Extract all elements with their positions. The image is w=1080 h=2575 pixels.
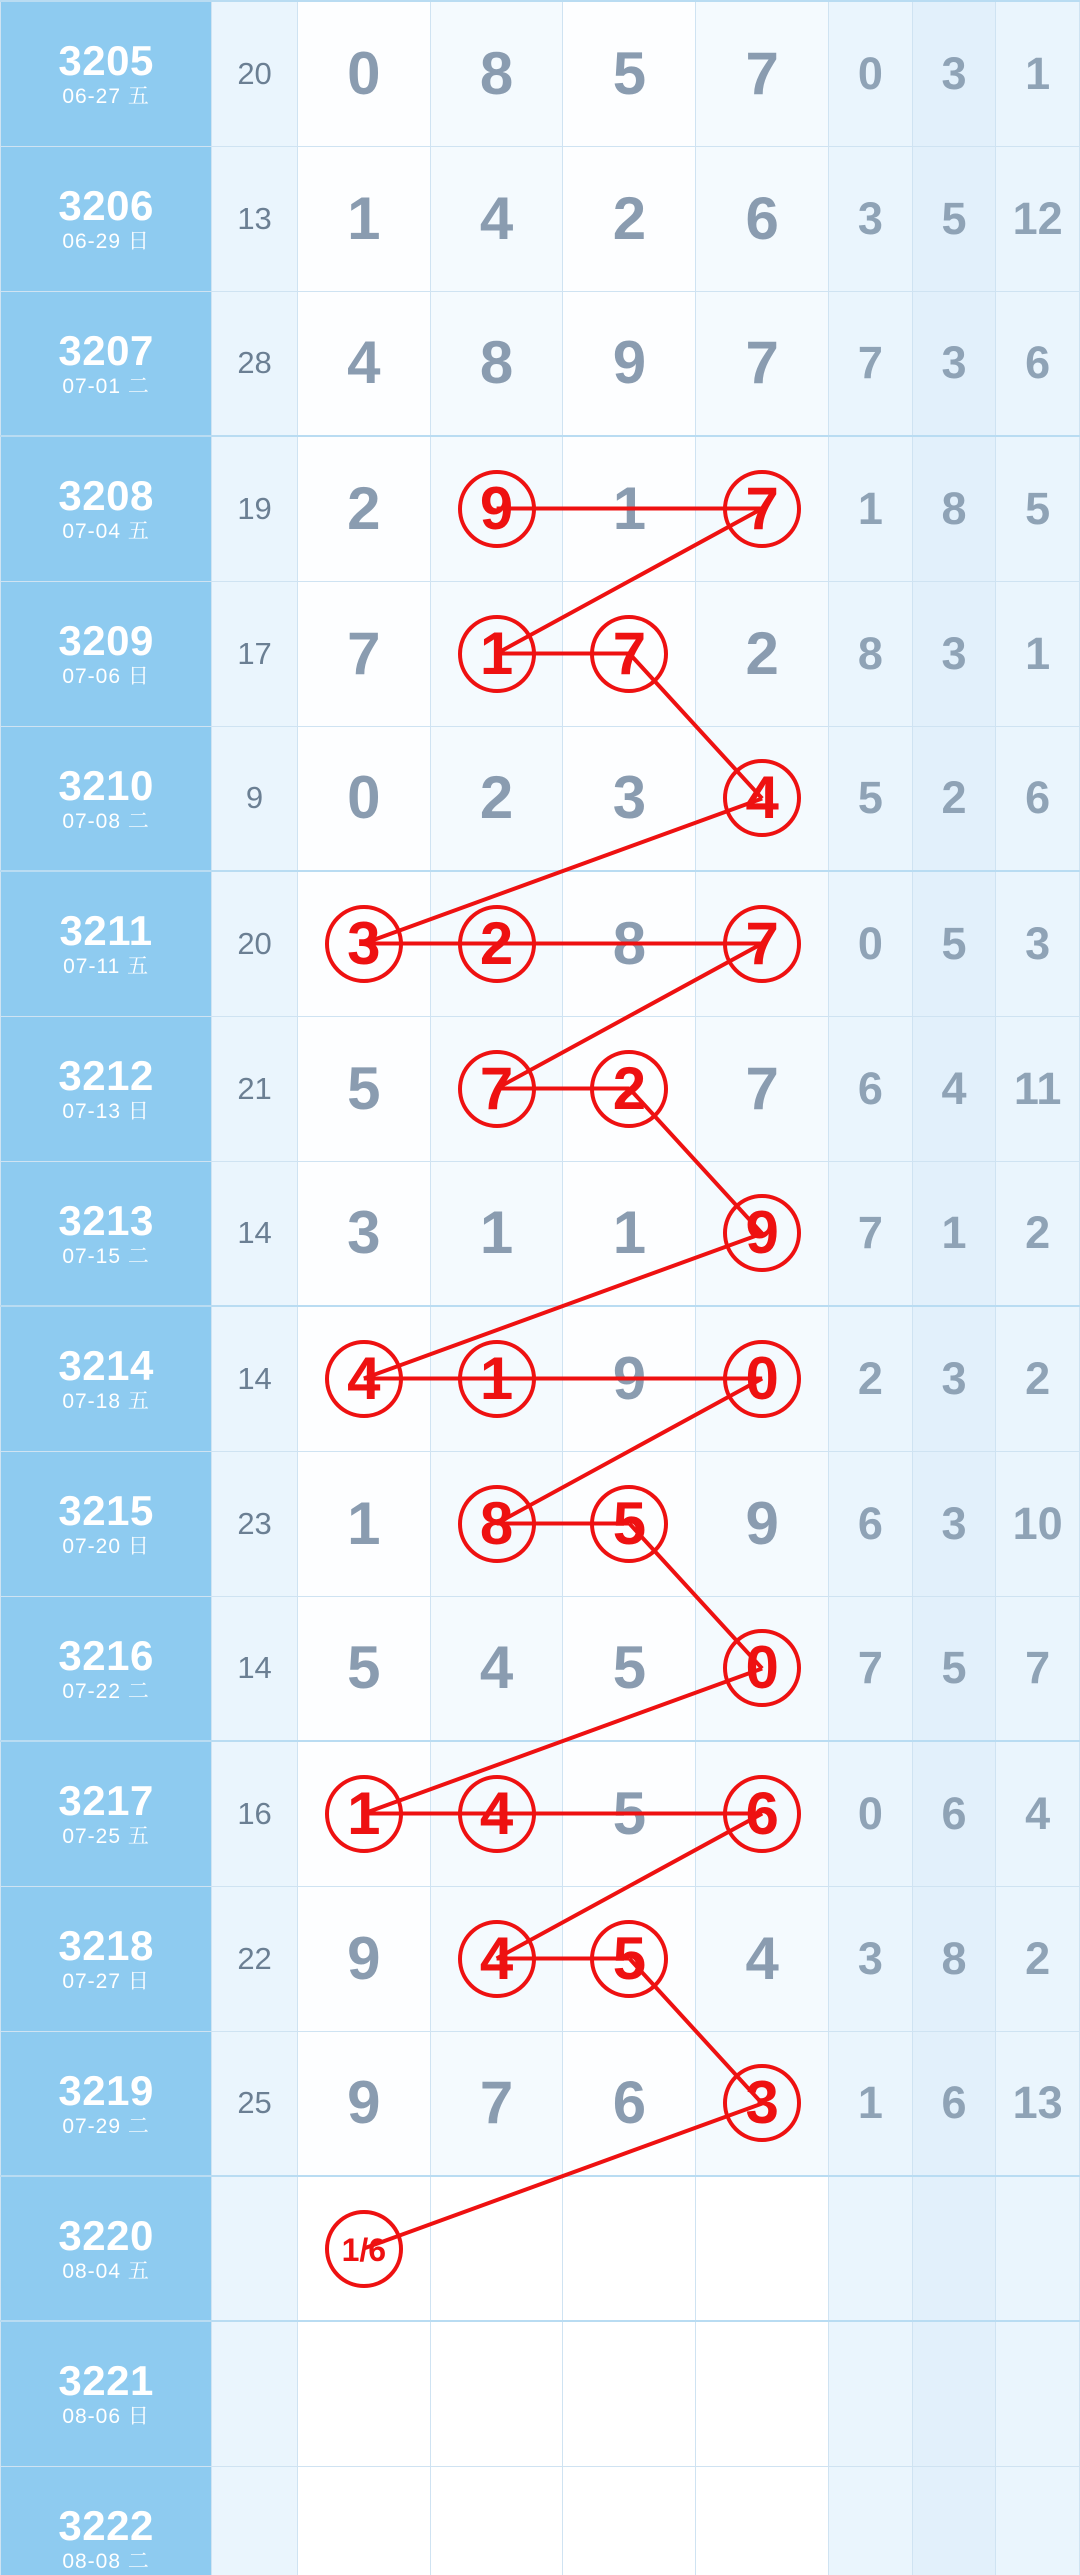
marked-digit: 7 xyxy=(723,905,801,983)
ball-cell[interactable] xyxy=(430,1016,563,1161)
stat-cell: 2 xyxy=(996,1161,1080,1306)
issue-cell[interactable] xyxy=(1,2031,212,2176)
issue-cell[interactable] xyxy=(1,1,212,146)
marked-digit: 7 xyxy=(590,615,668,693)
ball-cell[interactable] xyxy=(297,1,430,146)
ball-cell[interactable] xyxy=(297,871,430,1016)
digit: 5 xyxy=(612,39,647,107)
issue-date: 07-04 五 xyxy=(62,520,150,544)
ball-cell[interactable] xyxy=(563,2321,696,2466)
ball-cell[interactable] xyxy=(696,726,829,871)
stat-cell xyxy=(912,2176,996,2321)
stat-cell: 4 xyxy=(996,1741,1080,1886)
marked-digit: 7 xyxy=(458,1050,536,1128)
ball-cell[interactable] xyxy=(430,581,563,726)
issue-cell[interactable] xyxy=(1,1161,212,1306)
issue-number: 3222 xyxy=(58,2501,154,2549)
digit: 1 xyxy=(347,184,381,252)
issue-number: 3216 xyxy=(58,1631,154,1679)
ball-cell[interactable] xyxy=(696,2321,829,2466)
ball-cell[interactable] xyxy=(696,1741,829,1886)
digit: 5 xyxy=(612,1779,647,1847)
digit: 9 xyxy=(745,1489,779,1557)
digit: 5 xyxy=(612,1634,647,1702)
stat-cell: 3 xyxy=(912,1306,996,1451)
ball-cell[interactable] xyxy=(430,146,563,291)
ball-cell[interactable] xyxy=(563,1741,696,1886)
ball-cell[interactable] xyxy=(430,2176,563,2321)
marked-digit: 4 xyxy=(723,759,801,837)
stat-cell: 2 xyxy=(829,1306,913,1451)
ball-cell[interactable] xyxy=(430,1451,563,1596)
sum-cell: 20 xyxy=(212,871,298,1016)
marked-digit: 9 xyxy=(458,470,536,548)
issue-cell[interactable] xyxy=(1,1306,212,1451)
issue-date: 07-20 日 xyxy=(62,1535,150,1558)
stat-cell: 0 xyxy=(829,1,913,146)
issue-cell[interactable] xyxy=(1,146,212,291)
ball-cell[interactable] xyxy=(563,436,696,581)
stat-cell: 11 xyxy=(996,1016,1080,1161)
ball-cell[interactable] xyxy=(696,581,829,726)
table-row xyxy=(1,1886,1080,2031)
table-row xyxy=(1,2176,1080,2321)
ball-cell[interactable] xyxy=(297,1596,430,1741)
digit: 9 xyxy=(347,1924,381,1992)
issue-date: 07-15 二 xyxy=(62,1244,150,1268)
ball-cell[interactable] xyxy=(430,2466,563,2575)
ball-cell[interactable] xyxy=(696,1886,829,2031)
table-row xyxy=(1,2321,1080,2466)
issue-date: 07-13 日 xyxy=(62,1100,150,1123)
ball-cell[interactable] xyxy=(430,2031,563,2176)
digit: 7 xyxy=(479,2069,514,2137)
ball-cell[interactable] xyxy=(297,2466,430,2575)
table-row xyxy=(1,1596,1080,1741)
ball-cell[interactable] xyxy=(297,581,430,726)
digit: 3 xyxy=(347,1199,381,1267)
stat-cell: 6 xyxy=(912,2031,996,2176)
issue-cell[interactable] xyxy=(1,2466,212,2575)
ball-cell[interactable] xyxy=(297,1741,430,1886)
stat-cell: 8 xyxy=(829,581,913,726)
issue-number: 3220 xyxy=(58,2211,154,2259)
ball-cell[interactable] xyxy=(563,2031,696,2176)
table-row xyxy=(1,146,1080,291)
digit: 9 xyxy=(612,1344,647,1412)
stat-cell: 0 xyxy=(829,871,913,1016)
ball-cell[interactable] xyxy=(696,871,829,1016)
marked-digit: 2 xyxy=(458,905,536,983)
stat-cell: 8 xyxy=(912,436,996,581)
issue-cell[interactable] xyxy=(1,1596,212,1741)
issue-cell[interactable] xyxy=(1,581,212,726)
ball-cell[interactable] xyxy=(696,436,829,581)
sum-cell: 21 xyxy=(212,1016,298,1161)
sum-cell: 28 xyxy=(212,291,298,436)
stat-cell xyxy=(912,2321,996,2466)
table-row xyxy=(1,1161,1080,1306)
issue-cell[interactable] xyxy=(1,436,212,581)
issue-number: 3215 xyxy=(58,1486,154,1534)
ball-cell[interactable] xyxy=(696,1161,829,1306)
stat-cell: 6 xyxy=(912,1741,996,1886)
issue-date: 07-18 五 xyxy=(62,1390,150,1414)
table-row xyxy=(1,1451,1080,1596)
ball-cell[interactable] xyxy=(563,1886,696,2031)
sum-cell: 25 xyxy=(212,2031,298,2176)
digit: 1 xyxy=(612,474,647,542)
digit: 7 xyxy=(745,39,779,107)
stat-cell: 3 xyxy=(912,291,996,436)
issue-number: 3213 xyxy=(58,1196,154,1244)
stat-cell xyxy=(829,2466,913,2575)
digit: 6 xyxy=(612,2069,647,2137)
digit: 4 xyxy=(347,329,381,397)
issue-cell[interactable] xyxy=(1,726,212,871)
stat-cell: 3 xyxy=(912,581,996,726)
marked-digit: 3 xyxy=(723,2064,801,2142)
stat-cell: 6 xyxy=(829,1451,913,1596)
digit: 4 xyxy=(745,1924,779,1992)
stat-cell xyxy=(829,2176,913,2321)
ball-cell[interactable] xyxy=(297,436,430,581)
issue-number: 3219 xyxy=(58,2066,154,2114)
digit: 2 xyxy=(479,764,514,832)
issue-date: 07-11 五 xyxy=(63,955,150,979)
ball-cell[interactable] xyxy=(563,1306,696,1451)
stat-cell xyxy=(912,2466,996,2575)
marked-digit: 2 xyxy=(590,1050,668,1128)
stat-cell: 6 xyxy=(996,726,1080,871)
stat-cell: 5 xyxy=(996,436,1080,581)
ball-cell[interactable] xyxy=(297,1016,430,1161)
sum-cell: 20 xyxy=(212,1,298,146)
issue-number: 3217 xyxy=(58,1777,154,1825)
sum-cell: 14 xyxy=(212,1596,298,1741)
stat-cell: 3 xyxy=(829,146,913,291)
ball-cell[interactable] xyxy=(563,726,696,871)
ball-cell[interactable] xyxy=(297,291,430,436)
stat-cell: 7 xyxy=(829,291,913,436)
issue-number: 3210 xyxy=(58,761,154,809)
ball-cell[interactable] xyxy=(563,581,696,726)
marked-digit: 4 xyxy=(458,1775,536,1853)
issue-cell[interactable] xyxy=(1,1016,212,1161)
issue-date: 07-01 二 xyxy=(62,374,150,398)
stat-cell: 8 xyxy=(912,1886,996,2031)
stat-cell: 2 xyxy=(912,726,996,871)
ball-cell[interactable] xyxy=(563,1596,696,1741)
stat-cell: 10 xyxy=(996,1451,1080,1596)
sum-cell xyxy=(212,2466,298,2575)
stat-cell: 7 xyxy=(829,1161,913,1306)
table-row xyxy=(1,1306,1080,1451)
issue-cell[interactable] xyxy=(1,871,212,1016)
stat-cell: 1 xyxy=(829,436,913,581)
ball-cell[interactable] xyxy=(563,871,696,1016)
table-row xyxy=(1,1741,1080,1886)
digit: 4 xyxy=(479,184,514,252)
issue-cell[interactable] xyxy=(1,1886,212,2031)
issue-date: 07-22 二 xyxy=(62,1679,150,1703)
stat-cell xyxy=(829,2321,913,2466)
marked-digit: 7 xyxy=(723,470,801,548)
issue-date: 07-27 日 xyxy=(62,1970,150,1993)
stat-cell: 2 xyxy=(996,1886,1080,2031)
ball-cell[interactable] xyxy=(430,1741,563,1886)
digit: 9 xyxy=(612,329,647,397)
marked-digit: 0 xyxy=(723,1629,801,1707)
stat-cell: 3 xyxy=(829,1886,913,2031)
digit: 3 xyxy=(612,764,647,832)
ball-cell[interactable] xyxy=(696,1,829,146)
table-row xyxy=(1,726,1080,871)
stat-cell: 4 xyxy=(912,1016,996,1161)
ball-cell[interactable] xyxy=(430,1306,563,1451)
sum-cell: 14 xyxy=(212,1306,298,1451)
stat-cell xyxy=(996,2466,1080,2575)
issue-cell[interactable] xyxy=(1,2176,212,2321)
issue-date: 06-29 日 xyxy=(62,230,150,253)
issue-date: 07-08 二 xyxy=(62,809,150,833)
marked-digit: 1/6 xyxy=(325,2210,403,2288)
sum-cell: 9 xyxy=(212,726,298,871)
ball-cell[interactable] xyxy=(563,1016,696,1161)
stat-cell: 5 xyxy=(912,146,996,291)
digit: 0 xyxy=(347,764,381,832)
digit: 4 xyxy=(479,1634,514,1702)
sum-cell xyxy=(212,2176,298,2321)
stat-cell: 1 xyxy=(829,2031,913,2176)
issue-date: 08-08 二 xyxy=(62,2550,150,2573)
ball-cell[interactable] xyxy=(297,2031,430,2176)
stat-cell: 7 xyxy=(996,1596,1080,1741)
issue-number: 3214 xyxy=(58,1342,154,1390)
ball-cell[interactable] xyxy=(430,436,563,581)
stat-cell: 2 xyxy=(996,1306,1080,1451)
ball-cell[interactable] xyxy=(563,1,696,146)
marked-digit: 4 xyxy=(325,1340,403,1418)
sum-cell xyxy=(212,2321,298,2466)
ball-cell[interactable] xyxy=(430,291,563,436)
digit: 2 xyxy=(612,184,647,252)
digit: 1 xyxy=(347,1489,381,1557)
ball-cell[interactable] xyxy=(297,1451,430,1596)
table-row xyxy=(1,2031,1080,2176)
table-row xyxy=(1,1,1080,146)
stat-cell: 5 xyxy=(912,1596,996,1741)
sum-cell: 22 xyxy=(212,1886,298,2031)
ball-cell[interactable] xyxy=(696,1306,829,1451)
stat-cell: 0 xyxy=(829,1741,913,1886)
digit: 6 xyxy=(745,184,779,252)
stat-cell: 12 xyxy=(996,146,1080,291)
marked-digit: 5 xyxy=(590,1485,668,1563)
marked-digit: 8 xyxy=(458,1485,536,1563)
marked-digit: 6 xyxy=(723,1775,801,1853)
issue-cell[interactable] xyxy=(1,1741,212,1886)
digit: 1 xyxy=(612,1199,647,1267)
ball-cell[interactable] xyxy=(430,1,563,146)
sum-cell: 16 xyxy=(212,1741,298,1886)
stat-cell: 3 xyxy=(996,871,1080,1016)
ball-cell[interactable] xyxy=(696,146,829,291)
ball-cell[interactable] xyxy=(563,1451,696,1596)
issue-date: 07-25 五 xyxy=(62,1825,150,1849)
marked-digit: 5 xyxy=(590,1920,668,1998)
issue-number: 3211 xyxy=(59,907,153,955)
stat-cell: 6 xyxy=(996,291,1080,436)
issue-cell[interactable] xyxy=(1,1451,212,1596)
stat-cell: 1 xyxy=(996,581,1080,726)
ball-cell[interactable] xyxy=(297,726,430,871)
digit: 7 xyxy=(347,619,381,687)
digit: 8 xyxy=(612,909,647,977)
ball-cell[interactable] xyxy=(696,1451,829,1596)
table-row xyxy=(1,871,1080,1016)
ball-cell[interactable] xyxy=(696,1596,829,1741)
ball-cell[interactable] xyxy=(563,2466,696,2575)
digit: 8 xyxy=(479,329,514,397)
ball-cell[interactable] xyxy=(696,291,829,436)
issue-date: 08-06 日 xyxy=(62,2405,150,2429)
marked-digit: 1 xyxy=(458,615,536,693)
ball-cell[interactable] xyxy=(430,1596,563,1741)
ball-cell[interactable] xyxy=(696,2176,829,2321)
digit: 2 xyxy=(745,619,779,687)
table-row xyxy=(1,581,1080,726)
digit: 7 xyxy=(745,329,779,397)
ball-cell[interactable] xyxy=(297,146,430,291)
issue-date: 06-27 五 xyxy=(62,85,150,109)
table-body xyxy=(1,1,1080,2575)
stat-cell: 1 xyxy=(912,1161,996,1306)
digit: 1 xyxy=(479,1199,514,1267)
marked-digit: 0 xyxy=(723,1340,801,1418)
stat-cell: 6 xyxy=(829,1016,913,1161)
issue-number: 3218 xyxy=(58,1921,154,1969)
table-row xyxy=(1,291,1080,436)
ball-cell[interactable] xyxy=(430,871,563,1016)
stat-cell: 7 xyxy=(829,1596,913,1741)
issue-number: 3208 xyxy=(58,472,154,520)
digit: 2 xyxy=(347,474,381,542)
sum-cell: 19 xyxy=(212,436,298,581)
ball-cell[interactable] xyxy=(430,726,563,871)
ball-cell[interactable] xyxy=(696,1016,829,1161)
issue-cell[interactable] xyxy=(1,2321,212,2466)
issue-number: 3221 xyxy=(58,2357,154,2405)
sum-cell: 14 xyxy=(212,1161,298,1306)
stat-cell: 3 xyxy=(912,1451,996,1596)
ball-cell[interactable] xyxy=(563,2176,696,2321)
issue-date: 08-04 五 xyxy=(62,2260,150,2283)
sum-cell: 13 xyxy=(212,146,298,291)
marked-digit: 1 xyxy=(325,1775,403,1853)
ball-cell[interactable] xyxy=(696,2031,829,2176)
stat-cell: 1 xyxy=(996,1,1080,146)
issue-number: 3209 xyxy=(58,616,154,664)
marked-digit: 4 xyxy=(458,1920,536,1998)
sum-cell: 17 xyxy=(212,581,298,726)
table-row xyxy=(1,436,1080,581)
table-row xyxy=(1,2466,1080,2575)
issue-number: 3206 xyxy=(58,181,154,229)
ball-cell[interactable] xyxy=(297,2176,430,2321)
stat-cell: 5 xyxy=(829,726,913,871)
marked-digit: 3 xyxy=(325,905,403,983)
digit: 7 xyxy=(745,1054,779,1122)
ball-cell[interactable] xyxy=(563,146,696,291)
ball-cell[interactable] xyxy=(563,291,696,436)
digit: 8 xyxy=(479,39,514,107)
marked-digit: 9 xyxy=(723,1194,801,1272)
ball-cell[interactable] xyxy=(297,1306,430,1451)
stat-cell: 13 xyxy=(996,2031,1080,2176)
issue-cell[interactable] xyxy=(1,291,212,436)
digit: 9 xyxy=(347,2069,381,2137)
ball-cell[interactable] xyxy=(297,1886,430,2031)
stat-cell: 5 xyxy=(912,871,996,1016)
ball-cell[interactable] xyxy=(696,2466,829,2575)
marked-digit: 1 xyxy=(458,1340,536,1418)
ball-cell[interactable] xyxy=(430,1886,563,2031)
issue-number: 3205 xyxy=(58,37,154,85)
issue-number: 3207 xyxy=(58,326,154,374)
ball-cell[interactable] xyxy=(297,1161,430,1306)
ball-cell[interactable] xyxy=(563,1161,696,1306)
ball-cell[interactable] xyxy=(430,2321,563,2466)
digit: 5 xyxy=(347,1054,381,1122)
stat-cell: 3 xyxy=(912,1,996,146)
digit: 0 xyxy=(347,39,381,107)
stat-cell xyxy=(996,2176,1080,2321)
issue-date: 07-06 日 xyxy=(62,665,150,688)
ball-cell[interactable] xyxy=(297,2321,430,2466)
issue-date: 07-29 二 xyxy=(62,2114,150,2138)
stat-cell xyxy=(996,2321,1080,2466)
digit: 5 xyxy=(347,1634,381,1702)
sum-cell: 23 xyxy=(212,1451,298,1596)
issue-number: 3212 xyxy=(58,1051,154,1099)
ball-cell[interactable] xyxy=(430,1161,563,1306)
table-row xyxy=(1,1016,1080,1161)
